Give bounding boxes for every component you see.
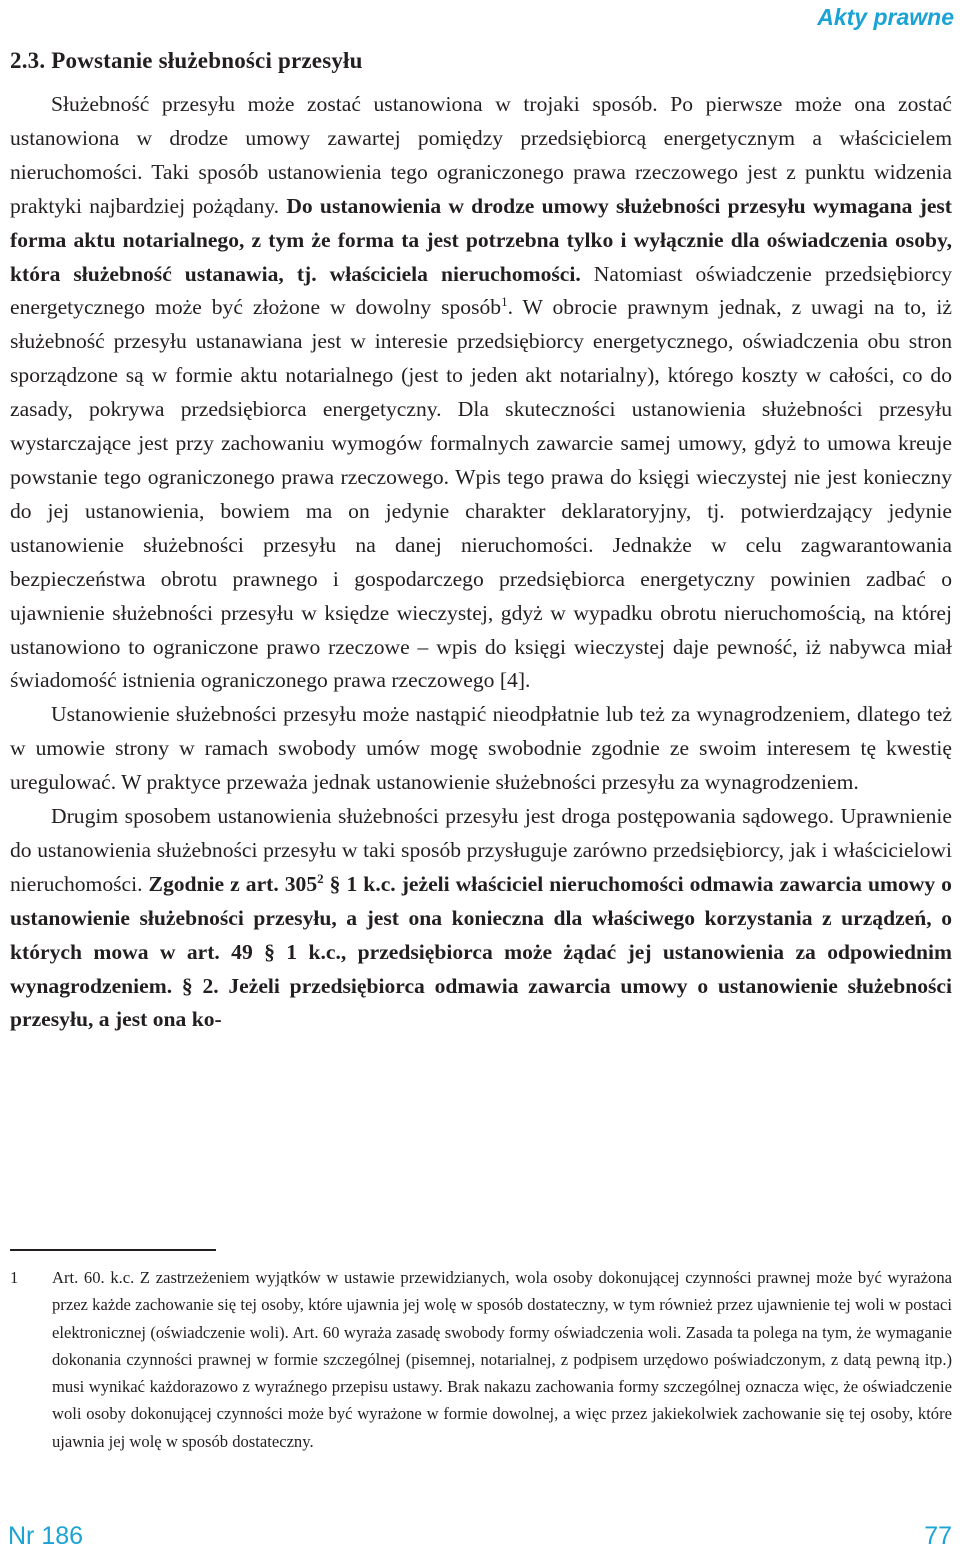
paragraph-2: Ustanowienie służebności przesyłu może nastąpić nieodpłatnie lub też za wynagrodzeniem, dlatego też w umowie strony w ramach swobody umów mogę swobodnie zgodnie ze swoim interesem tę kwestię uregulować. W praktyce przeważa jednak ustanowienie służebności przesyłu za wynagrodzeniem.: [10, 702, 952, 795]
paragraph-3: [10, 800, 952, 1037]
paragraph-3-bold-a: Zgodnie z art. 305: [148, 871, 318, 896]
section-title: 2.3. Powstanie służebności przesyłu: [10, 48, 363, 73]
paragraph-1-text-a: Służebność przesyłu może zostać ustanowiona w trojaki sposób. Po pierwsze może ona zostać ustanowiona w drodze umowy zawartej pomiędzy przedsiębiorcą energetycznym a właścicielem nieruchomości. Taki sposób ustanowienia tego ograniczonego prawa rzeczowego jest z punktu widzenia praktyki najbardziej pożądany.: [10, 92, 952, 218]
paragraph-1: [10, 88, 952, 698]
footnote-number: 1: [10, 1268, 19, 1287]
paragraph-3-text-a: Drugim sposobem ustanowienia służebności przesyłu jest droga postępowania sądowego. Uprawnienie do ustanowienia służebności przesyłu w taki sposób przysługuje zarówno przedsiębiorcy, jak i właścicielowi nieruchomości.: [10, 804, 952, 896]
page-number: 77: [924, 1522, 952, 1550]
paragraph-3-bold-text: [10, 872, 952, 1032]
paragraph-1-text-d: . W obrocie prawnym jednak, z uwagi na to, iż służebność przesyłu ustanawiana jest w interesie przedsiębiorcy energetycznego, oświadczenia obu stron sporządzone są w formie aktu notarialnego (jest to jeden akt notarialny), którego koszty w całości, co do zasady, pokrywa przedsiębiorca energetyczny. Dla skuteczności ustanowienia służebności przesyłu wystarczające jest przy zachowaniu wymogów formalnych zawarcie samej umowy, gdyż to umowa kreuje powstanie tego ograniczonego prawa rzeczowego. Wpis tego prawa do księgi wieczystej nie jest konieczny do jej ustanowienia, bowiem ma on jedynie charakter deklaratoryjny, tj. potwierdzający jedynie ustanowienie służebności przesyłu na danej nieruchomości. Jednakże w celu zagwarantowania bezpieczeństwa obrotu prawnego i gospodarczego przedsiębiorca energetyczny powinien zadbać o ujawnienie służebności przesyłu w księdze wieczystej, gdyż w wypadku obrotu nieruchomością, na której ustanowiono to ograniczone prawo rzeczowe – wpis do księgi wieczystej daje pewność, iż nabywca miał świadomość istnienia ograniczonego prawa rzeczowego [4].: [10, 295, 952, 693]
paragraph-1-text-c: Natomiast oświadczenie przedsiębiorcy energetycznego może być złożone w dowolny sposób: [10, 261, 952, 320]
issue-number: Nr 186: [8, 1522, 84, 1550]
footnote: [10, 1264, 952, 1455]
footnote-divider: [10, 1249, 216, 1251]
article-superscript: 2: [317, 870, 324, 886]
body-text: [10, 88, 952, 1037]
footnote-text: Art. 60. k.c. Z zastrzeżeniem wyjątków w ustawie przewidzianych, wola osoby dokonującej czynności prawnej może być wyrażona przez każde zachowanie się tej osoby, które ujawnia jej wolę w sposób dostateczny, w tym również przez ujawnienie tej woli w postaci elektronicznej (oświadczenie woli). Art. 60 wyraża zasadę swobody formy oświadczenia woli. Zasada ta polega na tym, że wymaganie dokonania czynności prawnej w formie szczególnej (pisemnej, notarialnej, z podpisem urzędowo poświadczonym, z datą pewną itp.) musi wynikać każdorazowo z wyraźnego przepisu ustawy. Brak nakazu zachowania formy szczególnej oznacza więc, że oświadczenie woli osoby dokonującej czynności może być wyrażone w formie dowolnej, a więc przez jakiekolwiek zachowanie się tej osoby, które ujawnia jej wolę w sposób dostateczny.: [52, 1268, 952, 1451]
section-label: Akty prawne: [817, 4, 954, 30]
footnote-reference[interactable]: 1: [501, 294, 508, 310]
paragraph-1-bold-text: Do ustanowienia w drodze umowy służebności przesyłu wymagana jest forma aktu notarialnego, z tym że forma ta jest potrzebna tylko i wyłącznie dla oświadczenia osoby, która służebność ustanawia, tj. właściciela nieruchomości.: [10, 193, 952, 286]
paragraph-3-bold-c: § 1 k.c. jeżeli właściciel nieruchomości odmawia zawarcia umowy o ustanowienie służebności przesyłu, a jest ona konieczna dla właściwego korzystania z urządzeń, o których mowa w art. 49 § 1 k.c., przedsiębiorca może żądać jej ustanowienia za odpowiednim wynagrodzeniem. § 2. Jeżeli przedsiębiorca odmawia zawarcia umowy o ustanowienie służebności przesyłu, a jest ona ko-: [10, 871, 952, 1032]
